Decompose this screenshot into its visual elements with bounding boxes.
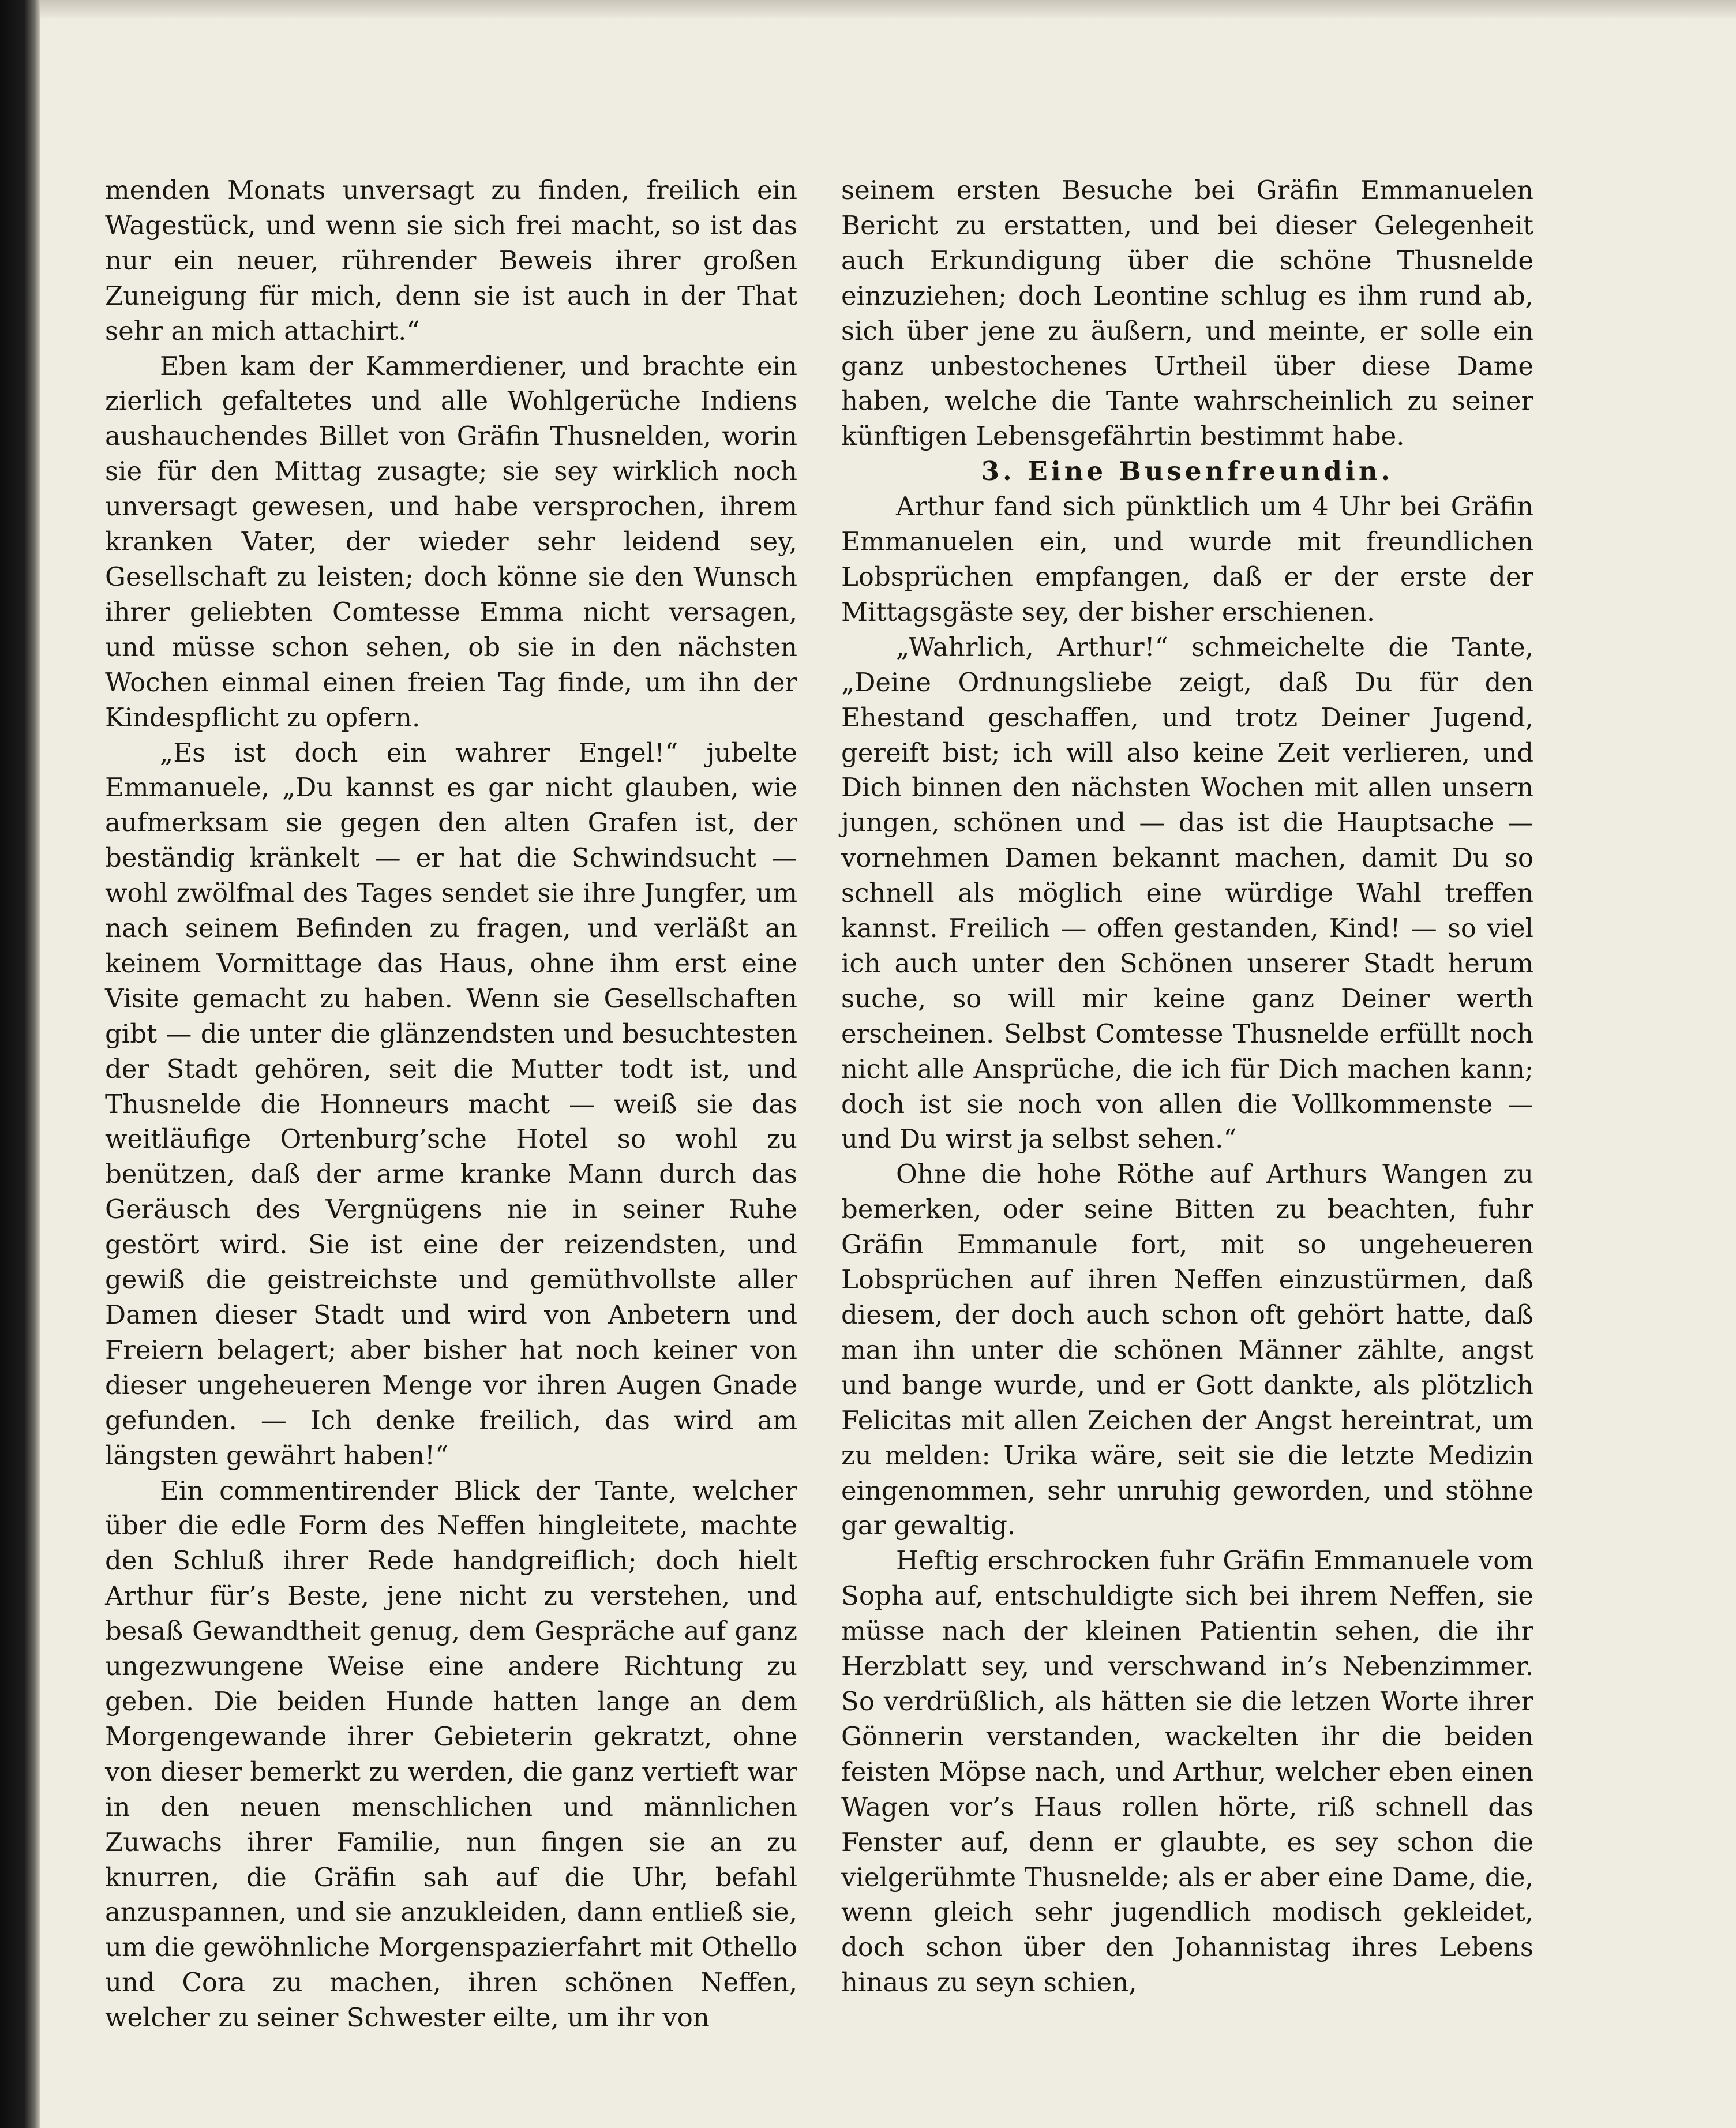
paragraph: Heftig erschrocken fuhr Gräfin Emmanuele vom Sopha auf, entschuldigte sich bei ihrem Neffen, sie müsse nach der kleinen Patientin sehen, die ihr Herzblatt sey, und verschwand in’s Nebenzimmer. So verdrüßlich, als hätten sie die letzen Worte ihrer Gönnerin verstanden, wackelten ihr die beiden feisten Möpse nach, und Arthur, welcher eben einen Wagen vor’s Haus rollen hörte, riß schnell das Fenster auf, denn er glaubte, es sey schon die vielgerühmte Thusnelde; als er aber eine Dame, die, wenn gleich sehr jugendlich modisch gekleidet, doch schon über den Johannistag ihres Lebens hinaus zu seyn schien,: [841, 1545, 1533, 1998]
left-column: [105, 173, 797, 2036]
paragraph: seinem ersten Besuche bei Gräfin Emmanuelen Bericht zu erstatten, und bei dieser Gelegenheit auch Erkundigung über die schöne Thusnelde einzuziehen; doch Leontine schlug es ihm rund ab, sich über jene zu äußern, und meinte, er solle ein ganz unbestochenes Urtheil über diese Dame haben, welche die Tante wahrscheinlich zu seiner künftigen Lebensgefährtin bestimmt habe.: [841, 175, 1533, 452]
section-heading: 3. Eine Busenfreundin.: [981, 456, 1394, 487]
paragraph: „Wahrlich, Arthur!“ schmeichelte die Tante, „Deine Ordnungsliebe zeigt, daß Du für den Ehestand geschaffen, und trotz Deiner Jugend, gereift bist; ich will also keine Zeit verlieren, und Dich binnen den nächsten Wochen mit allen unsern jungen, schönen und — das ist die Hauptsache — vornehmen Damen bekannt machen, damit Du so schnell als möglich eine würdige Wahl treffen kannst. Freilich — offen gestanden, Kind! — so viel ich auch unter den Schönen unserer Stadt herum suche, so will mir keine ganz Deiner werth erscheinen. Selbst Comtesse Thusnelde erfüllt noch nicht alle Ansprüche, die ich für Dich machen kann; doch ist sie noch von allen die Vollkommenste — und Du wirst ja selbst sehen.“: [841, 631, 1533, 1155]
paragraph: menden Monats unversagt zu finden, freilich ein Wagestück, und wenn sie sich frei macht, so ist das nur ein neuer, rührender Beweis ihrer großen Zuneigung für mich, denn sie ist auch in der That sehr an mich attachirt.“: [105, 175, 797, 346]
book-gutter: [0, 0, 40, 2128]
paragraph: Eben kam der Kammerdiener, und brachte ein zierlich gefaltetes und alle Wohlgerüche Indiens aushauchendes Billet von Gräfin Thusnelden, worin sie für den Mittag zusagte; sie sey wirklich noch unversagt gewesen, und habe versprochen, ihrem kranken Vater, der wieder sehr leidend sey, Gesellschaft zu leisten; doch könne sie den Wunsch ihrer geliebten Comtesse Emma nicht versagen, und müsse schon sehen, ob sie in den nächsten Wochen einmal einen freien Tag finde, um ihn der Kindespflicht zu opfern.: [105, 350, 797, 733]
paragraph: Arthur fand sich pünktlich um 4 Uhr bei Gräfin Emmanuelen ein, und wurde mit freundlichen Lobsprüchen empfangen, daß er der erste der Mittagsgäste sey, der bisher erschienen.: [841, 491, 1533, 627]
paragraph: Ein commentirender Blick der Tante, welcher über die edle Form des Neffen hingleitete, machte den Schluß ihrer Rede handgreiflich; doch hielt Arthur für’s Beste, jene nicht zu verstehen, und besaß Gewandtheit genug, dem Gespräche auf ganz ungezwungene Weise eine andere Richtung zu geben. Die beiden Hunde hatten lange an dem Morgengewande ihrer Gebieterin gekratzt, ohne von dieser bemerkt zu werden, die ganz vertieft war in den neuen menschlichen und männlichen Zuwachs ihrer Familie, nun fingen sie an zu knurren, die Gräfin sah auf die Uhr, befahl anzuspannen, und sie anzukleiden, dann entließ sie, um die gewöhnliche Morgenspazierfahrt mit Othello und Cora zu machen, ihren schönen Neffen, welcher zu seiner Schwester eilte, um ihr von: [105, 1475, 797, 2033]
page-top-edge: [40, 0, 1736, 20]
paragraph: „Es ist doch ein wahrer Engel!“ jubelte Emmanuele, „Du kannst es gar nicht glauben, wie aufmerksam sie gegen den alten Grafen ist, der beständig kränkelt — er hat die Schwindsucht — wohl zwölfmal des Tages sendet sie ihre Jungfer, um nach seinem Befinden zu fragen, und verläßt an keinem Vormittage das Haus, ohne ihm erst eine Visite gemacht zu haben. Wenn sie Gesellschaften gibt — die unter die glänzendsten und besuchtesten der Stadt gehören, seit die Mutter todt ist, und Thusnelde die Honneurs macht — weiß sie das weitläufige Ortenburg’sche Hotel so wohl zu benützen, daß der arme kranke Mann durch das Geräusch des Vergnügens nie in seiner Ruhe gestört wird. Sie ist eine der reizendsten, und gewiß die geistreichste und gemüthvollste aller Damen dieser Stadt und wird von Anbetern und Freiern belagert; aber bisher hat noch keiner von dieser ungeheueren Menge vor ihren Augen Gnade gefunden. — Ich denke freilich, das wird am längsten gewährt haben!“: [105, 737, 797, 1471]
paragraph: Ohne die hohe Röthe auf Arthurs Wangen zu bemerken, oder seine Bitten zu beachten, fuhr Gräfin Emmanule fort, mit so ungeheueren Lobsprüchen auf ihren Neffen einzustürmen, daß diesem, der doch auch schon oft gehört hatte, daß man ihn unter die schönen Männer zählte, angst und bange wurde, und er Gott dankte, als plötzlich Felicitas mit allen Zeichen der Angst hereintrat, um zu melden: Urika wäre, seit sie die letzte Medizin eingenommen, sehr unruhig geworden, und stöhne gar gewaltig.: [841, 1159, 1533, 1541]
right-column: [841, 173, 1533, 2000]
